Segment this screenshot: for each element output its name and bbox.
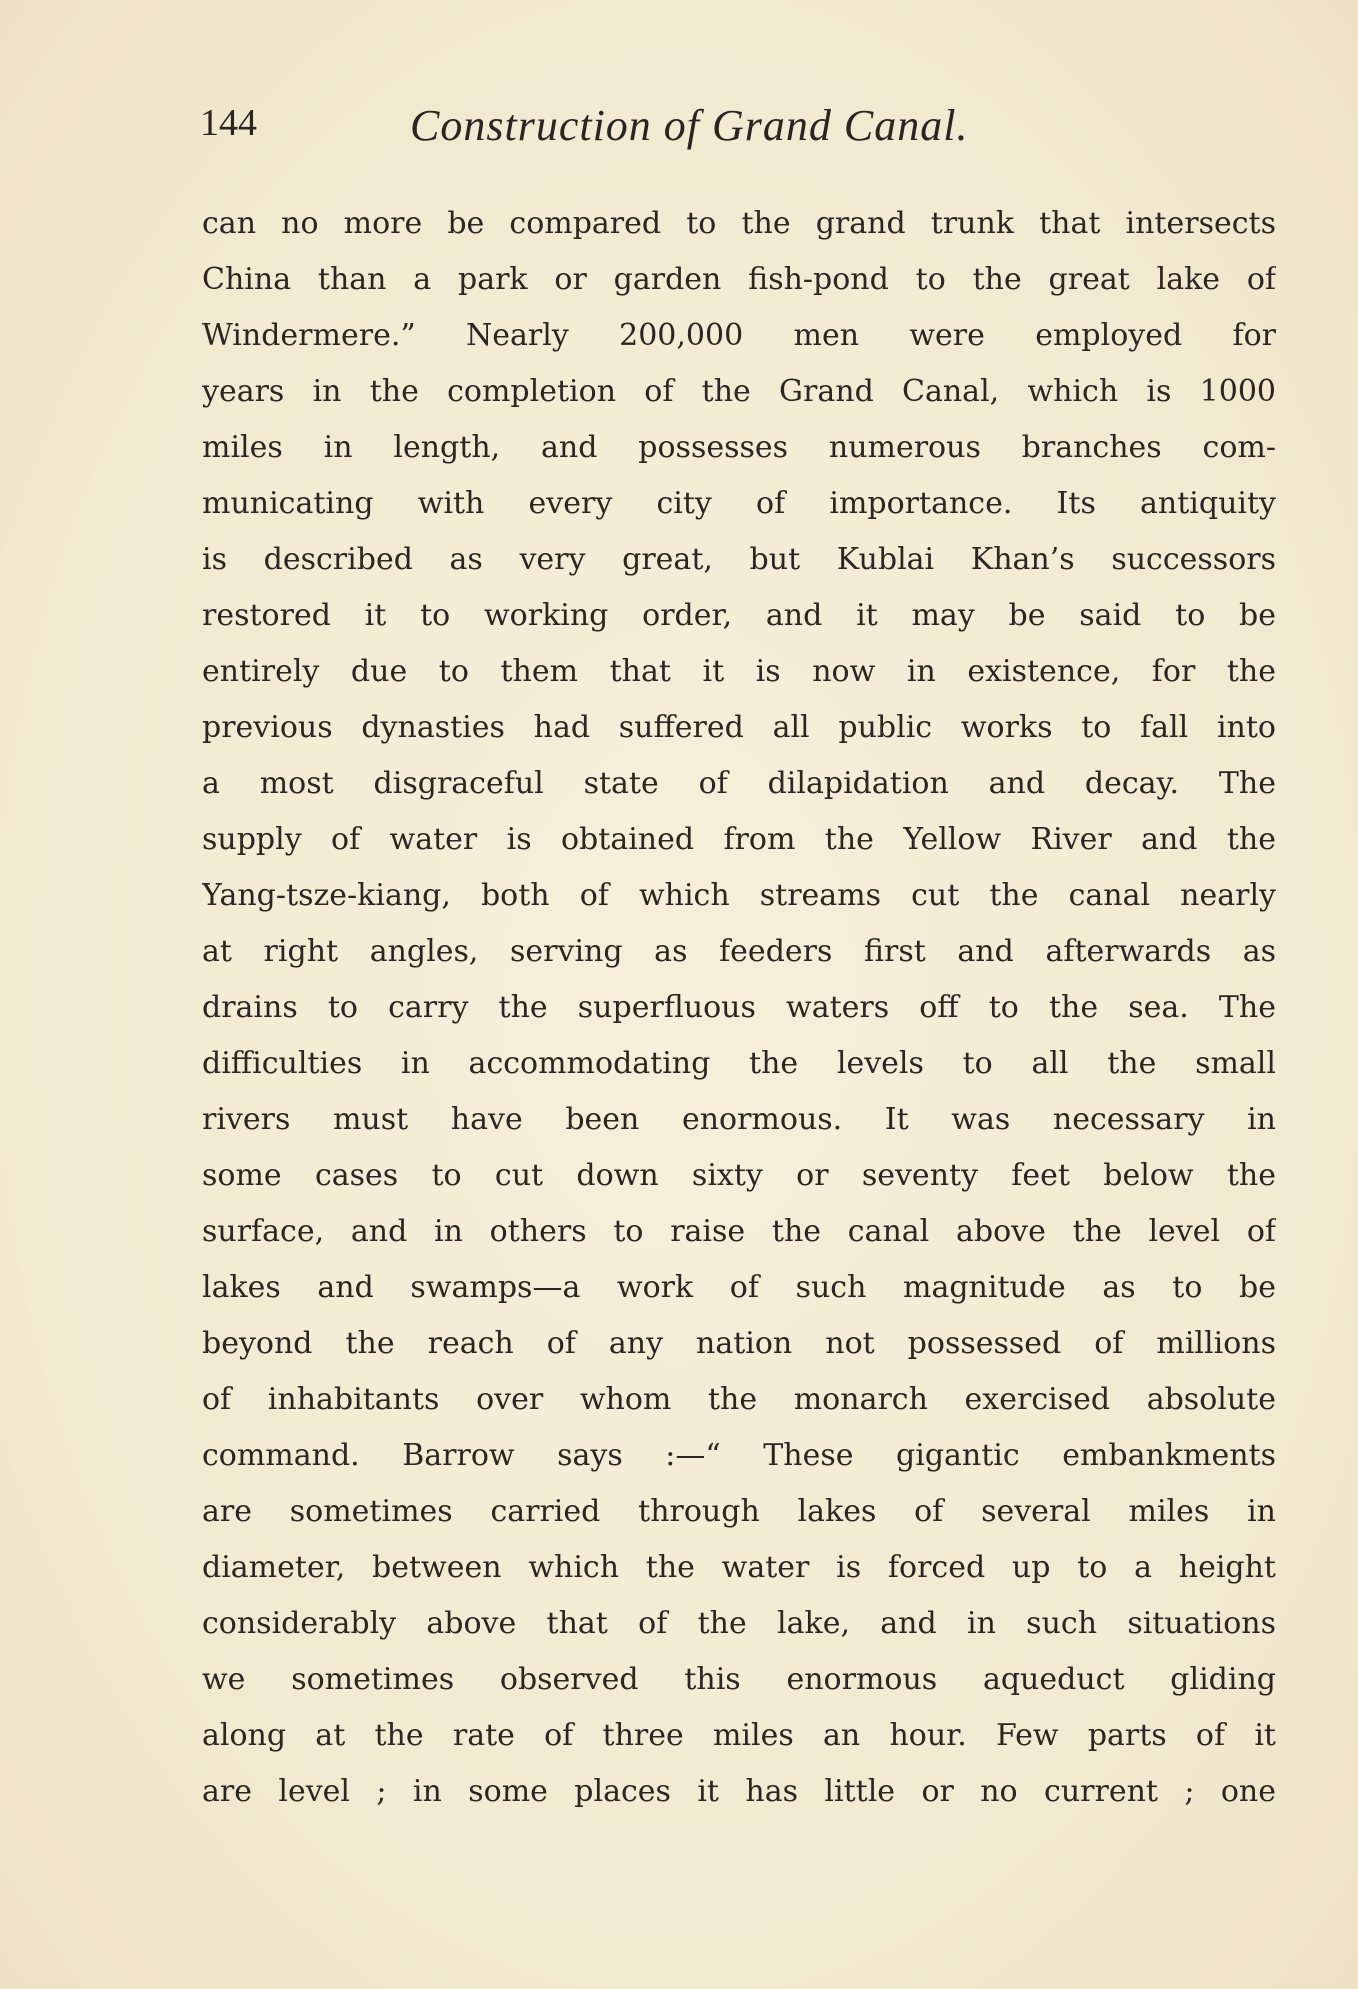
text-line: China than a park or garden fish-pond to the great lake of — [202, 262, 1276, 297]
text-line: along at the rate of three miles an hour. Few parts of it — [202, 1718, 1276, 1753]
text-line: restored it to working order, and it may be said to be — [202, 598, 1276, 633]
text-line: difficulties in accommodating the levels to all the small — [202, 1046, 1276, 1081]
text-line: Windermere.” Nearly 200,000 men were employed for — [202, 318, 1276, 353]
text-line: diameter, between which the water is forced up to a height — [202, 1550, 1276, 1585]
text-line: surface, and in others to raise the canal above the level of — [202, 1214, 1276, 1249]
running-title: Construction of Grand Canal. — [410, 101, 969, 150]
text-line: Yang-tsze-kiang, both of which streams cut the canal nearly — [202, 878, 1276, 913]
text-line: are sometimes carried through lakes of several miles in — [202, 1494, 1276, 1529]
text-line: some cases to cut down sixty or seventy feet below the — [202, 1158, 1276, 1193]
text-line: can no more be compared to the grand trunk that intersects — [202, 206, 1276, 241]
text-line: supply of water is obtained from the Yellow River and the — [202, 822, 1276, 857]
text-line: municating with every city of importance. Its antiquity — [202, 486, 1276, 521]
text-line: rivers must have been enormous. It was necessary in — [202, 1102, 1276, 1137]
text-line: are level ; in some places it has little or no current ; one — [202, 1774, 1276, 1809]
page-number: 144 — [200, 102, 257, 144]
text-line: is described as very great, but Kublai Khan’s successors — [202, 542, 1276, 577]
text-line: at right angles, serving as feeders first and afterwards as — [202, 934, 1276, 969]
body-text — [202, 196, 1276, 1820]
text-line: a most disgraceful state of dilapidation and decay. The — [202, 766, 1276, 801]
text-line: years in the completion of the Grand Canal, which is 1000 — [202, 374, 1276, 409]
text-line: command. Barrow says :—“ These gigantic embankments — [202, 1438, 1276, 1473]
text-line: miles in length, and possesses numerous branches com- — [202, 430, 1276, 465]
page-header — [200, 101, 1210, 174]
text-line: lakes and swamps—a work of such magnitude as to be — [202, 1270, 1276, 1305]
text-line: previous dynasties had suffered all public works to fall into — [202, 710, 1276, 745]
text-line: drains to carry the superfluous waters off to the sea. The — [202, 990, 1276, 1025]
text-line: we sometimes observed this enormous aqueduct gliding — [202, 1662, 1276, 1697]
text-line: entirely due to them that it is now in existence, for the — [202, 654, 1276, 689]
text-line: considerably above that of the lake, and in such situations — [202, 1606, 1276, 1641]
text-line: of inhabitants over whom the monarch exercised absolute — [202, 1382, 1276, 1417]
text-line: beyond the reach of any nation not possessed of millions — [202, 1326, 1276, 1361]
